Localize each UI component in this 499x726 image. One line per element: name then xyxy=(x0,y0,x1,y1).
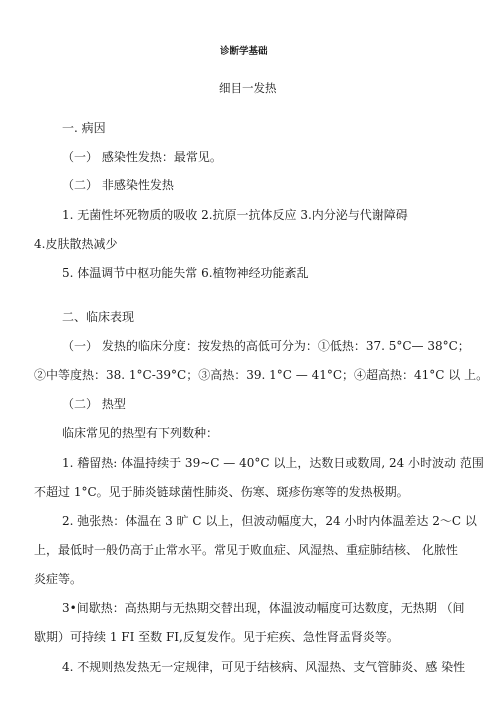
paragraph-line: 歇期）可持续 1 FI 至数 FI,反复发作。见于疟疾、急性肾盂肾炎等。 xyxy=(34,630,399,644)
paragraph-line: （一） 发热的临床分度：按发热的高低可分为：①低热：37. 5°C— 38°C； xyxy=(62,339,470,353)
paragraph-line: 炎症等。 xyxy=(34,572,83,586)
paragraph-line: 2. 弛张热：体温在 3 旷 C 以上，但波动幅度大，24 小时内体温差达 2〜C 以 xyxy=(62,514,477,528)
subsection-heading: （二） 热型 xyxy=(62,397,126,411)
paragraph-line: 5. 体温调节中枢功能失常 6.植物神经功能紊乱 xyxy=(62,266,309,280)
paragraph-line: 4.皮肤散热减少 xyxy=(34,237,118,251)
subsection-heading: （二） 非感染性发热 xyxy=(62,178,174,192)
paragraph-line: 临床常见的热型有下列数种： xyxy=(62,426,219,440)
paragraph-line: 不超过 1°C。见于肺炎链球菌性肺炎、伤寒、斑疹伤寒等的发热极期。 xyxy=(34,485,409,499)
paragraph-line: 上，最低时一般仍高于止常水平。常见于败血症、风湿热、重症肺结核、 化脓性 xyxy=(34,543,458,557)
paragraph-line: ②中等度热：38. 1°C-39°C；③高热：39. 1°C — 41°C；④超高热：41°C 以 上。 xyxy=(34,368,489,382)
document-title: 细目一发热 xyxy=(219,81,277,95)
paragraph-line: 1. 稽留热: 体温持续于 39~C — 40°C 以上，达数日或数周, 24 小时波动 范围 xyxy=(62,456,484,470)
paragraph-line: 4. 不规则热发热无一定规律，可见于结核病、风湿热、支气管肺炎、感 染性 xyxy=(62,660,466,674)
section-heading: 二、临床表现 xyxy=(62,310,135,324)
section-heading: 一. 病因 xyxy=(62,121,106,135)
document-header: 诊断学基础 xyxy=(220,46,268,57)
paragraph-line: 3•间歇热：高热期与无热期交替出现，体温波动幅度可达数度，无热期 （间 xyxy=(62,601,465,615)
subsection-heading: （一） 感染性发热：最常见。 xyxy=(62,150,222,164)
paragraph-line: 1. 无菌性坏死物质的吸收 2.抗原一抗体反应 3.内分泌与代谢障碍 xyxy=(62,208,408,222)
